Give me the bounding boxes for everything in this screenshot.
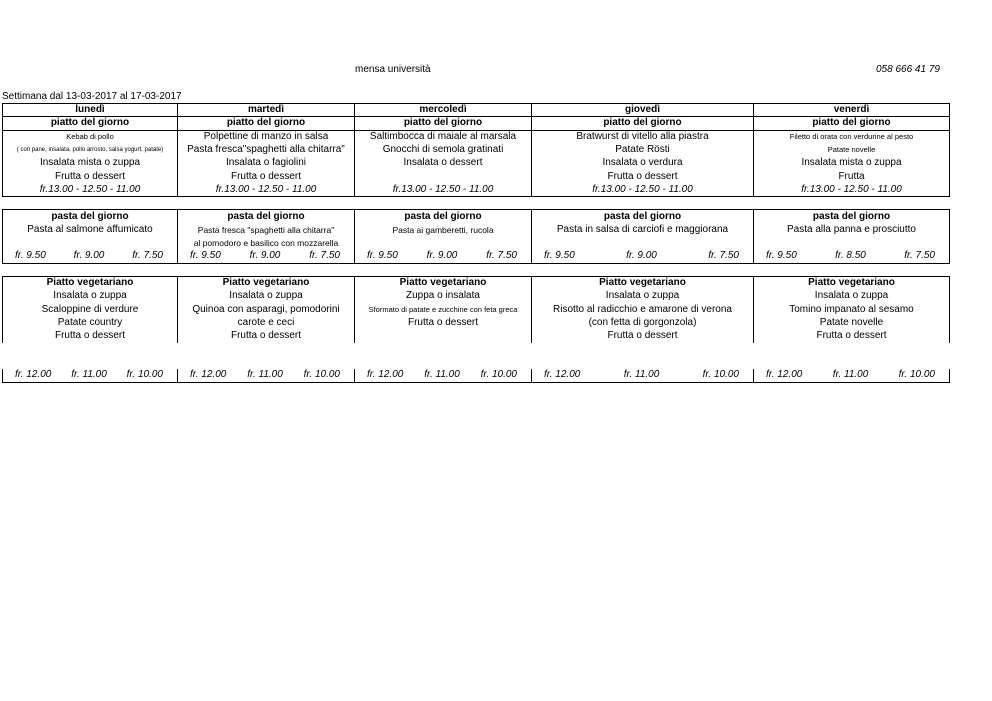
spacer (3, 263, 178, 276)
dish: Insalata o zuppa (754, 290, 950, 303)
dish: Frutta o dessert (178, 170, 355, 183)
price-group (178, 369, 354, 381)
dish: Polpettine di manzo in salsa (178, 130, 355, 143)
price-cell (355, 369, 532, 382)
dish: ( con pane, insalata, pollo arrosto, salsa yogurt, patate) (3, 143, 178, 156)
dish-extra: al pomodoro e basilico con mozzarella (178, 236, 355, 249)
price-group (754, 369, 949, 381)
price: fr. 7.50 (486, 250, 517, 262)
veg-row (3, 330, 950, 343)
section-label: piatto del giorno (355, 117, 532, 130)
veg-row (3, 290, 950, 303)
section-label: pasta del giorno (355, 210, 532, 223)
dish: Frutta o dessert (754, 330, 950, 343)
veg-row (3, 316, 950, 329)
price: fr. 9.50 (766, 250, 797, 262)
price-group (3, 369, 177, 381)
price: fr. 12.00 (15, 369, 52, 381)
price: fr. 10.00 (303, 369, 340, 381)
dish: Frutta (754, 170, 950, 183)
week-range: Settimana dal 13-03-2017 al 17-03-2017 (2, 91, 182, 102)
section-label: piatto del giorno (754, 117, 950, 130)
day-header-row (3, 104, 950, 117)
price: fr. 9.00 (426, 250, 458, 262)
veg-label-row (3, 276, 950, 289)
day-header: mercoledì (355, 104, 532, 117)
spacer (178, 197, 355, 210)
piatto-row (3, 130, 950, 143)
price: fr. 9.50 (15, 250, 46, 262)
dish: Frutta o dessert (178, 330, 355, 343)
dish: Scaloppine di verdure (3, 303, 178, 316)
section-label: Piatto vegetariano (754, 276, 950, 289)
section-label: Piatto vegetariano (178, 276, 355, 289)
price-line: fr.13.00 - 12.50 - 11.00 (754, 183, 950, 196)
price: fr. 12.00 (190, 369, 227, 381)
dish: Risotto al radicchio e amarone di verona (532, 303, 754, 316)
section-label: pasta del giorno (754, 210, 950, 223)
price: fr. 9.50 (544, 250, 575, 262)
day-header: martedì (178, 104, 355, 117)
dish: Insalata o fagiolini (178, 157, 355, 170)
veg-price-row (3, 369, 950, 382)
price: fr. 10.00 (126, 369, 163, 381)
piatto-row (3, 143, 950, 156)
price: fr. 7.50 (309, 250, 340, 262)
dish: carote e ceci (178, 316, 355, 329)
dish-extra (3, 236, 178, 249)
pasta-label-row (3, 210, 950, 223)
price-line: fr.13.00 - 12.50 - 11.00 (178, 183, 355, 196)
section-label: pasta del giorno (532, 210, 754, 223)
dish: Gnocchi di semola gratinati (355, 143, 532, 156)
section-label: pasta del giorno (178, 210, 355, 223)
dish: Insalata o dessert (355, 157, 532, 170)
price: fr. 9.50 (190, 250, 221, 262)
price-line: fr.13.00 - 12.50 - 11.00 (355, 183, 532, 196)
dish: Insalata o zuppa (178, 290, 355, 303)
piatto-row (3, 170, 950, 183)
day-header: giovedì (532, 104, 754, 117)
pasta-extra-row (3, 236, 950, 249)
spacer (355, 263, 532, 276)
price-cell (3, 250, 178, 263)
dish: Tomino impanato al sesamo (754, 303, 950, 316)
price-cell (178, 369, 355, 382)
day-header: lunedì (3, 104, 178, 117)
price-line: fr.13.00 - 12.50 - 11.00 (3, 183, 178, 196)
price: fr. 12.00 (544, 369, 581, 381)
dish: Frutta o dessert (355, 316, 532, 329)
dish: Insalata o verdura (532, 157, 754, 170)
menu-table (2, 103, 950, 383)
price: fr. 11.00 (623, 369, 660, 381)
price: fr. 11.00 (424, 369, 460, 381)
pasta-row (3, 223, 950, 236)
spacer (3, 197, 178, 210)
price-cell (754, 250, 950, 263)
dish (355, 330, 532, 343)
section-label: pasta del giorno (3, 210, 178, 223)
price-group (3, 250, 177, 262)
price-cell (355, 250, 532, 263)
spacer (754, 263, 950, 276)
price: fr. 10.00 (480, 369, 517, 381)
spacer (754, 197, 950, 210)
section-label: Piatto vegetariano (532, 276, 754, 289)
price: fr. 11.00 (832, 369, 869, 381)
price: fr. 10.00 (702, 369, 739, 381)
dish: Frutta o dessert (532, 330, 754, 343)
price-group (754, 250, 949, 262)
spacer-row (3, 263, 950, 276)
price-group (532, 250, 753, 262)
price: fr. 7.50 (708, 250, 739, 262)
price-line: fr.13.00 - 12.50 - 11.00 (532, 183, 754, 196)
dish: Zuppa o insalata (355, 290, 532, 303)
price: fr. 12.00 (367, 369, 404, 381)
dish: Saltimbocca di maiale al marsala (355, 130, 532, 143)
dish: (con fetta di gorgonzola) (532, 316, 754, 329)
dish: Insalata o zuppa (3, 290, 178, 303)
price: fr. 7.50 (904, 250, 935, 262)
dish: Pasta in salsa di carciofi e maggiorana (532, 223, 754, 236)
price: fr. 12.00 (766, 369, 803, 381)
dish: Kebab di pollo (3, 130, 178, 143)
piatto-price-row (3, 183, 950, 196)
price: fr. 9.00 (73, 250, 105, 262)
phone-number: 058 666 41 79 (876, 64, 940, 75)
price: fr. 11.00 (71, 369, 107, 381)
price-group (178, 250, 354, 262)
piatto-label-row (3, 117, 950, 130)
price: fr. 10.00 (898, 369, 935, 381)
price: fr. 9.50 (367, 250, 398, 262)
price-cell (532, 369, 754, 382)
dish: Pasta ai gamberetti, rucola (355, 223, 532, 236)
dish: Insalata mista o zuppa (754, 157, 950, 170)
dish: Sformato di patate e zucchine con feta greca (355, 303, 532, 316)
dish: Insalata mista o zuppa (3, 157, 178, 170)
price-group (532, 369, 753, 381)
section-label: Piatto vegetariano (355, 276, 532, 289)
dish: Pasta fresca"spaghetti alla chitarra" (178, 143, 355, 156)
price-group (355, 369, 531, 381)
spacer (178, 343, 355, 369)
section-label: piatto del giorno (532, 117, 754, 130)
page-title: mensa università (355, 64, 431, 75)
price: fr. 7.50 (132, 250, 163, 262)
price-cell (3, 369, 178, 382)
dish: Frutta o dessert (3, 330, 178, 343)
dish: Patate Rösti (532, 143, 754, 156)
spacer (532, 343, 754, 369)
spacer (355, 197, 532, 210)
spacer (3, 343, 178, 369)
spacer-row (3, 197, 950, 210)
price: fr. 9.00 (626, 250, 657, 262)
price-cell (532, 250, 754, 263)
spacer-row (3, 343, 950, 369)
dish: Frutta o dessert (532, 170, 754, 183)
section-label: piatto del giorno (3, 117, 178, 130)
spacer (532, 263, 754, 276)
veg-row (3, 303, 950, 316)
dish: Frutta o dessert (3, 170, 178, 183)
dish: Filetto di orata con verdurine al pesto (754, 130, 950, 143)
dish: Bratwurst di vitello alla piastra (532, 130, 754, 143)
dish (355, 170, 532, 183)
section-label: Piatto vegetariano (3, 276, 178, 289)
price: fr. 11.00 (247, 369, 283, 381)
piatto-row (3, 157, 950, 170)
spacer (178, 263, 355, 276)
pasta-price-row (3, 250, 950, 263)
dish-extra (532, 236, 754, 249)
spacer (532, 197, 754, 210)
price-group (355, 250, 531, 262)
dish: Patate novelle (754, 143, 950, 156)
spacer (355, 343, 532, 369)
price-cell (178, 250, 355, 263)
dish: Quinoa con asparagi, pomodorini (178, 303, 355, 316)
dish: Patate country (3, 316, 178, 329)
dish-extra (754, 236, 950, 249)
section-label: piatto del giorno (178, 117, 355, 130)
price-cell (754, 369, 950, 382)
dish: Insalata o zuppa (532, 290, 754, 303)
dish: Pasta al salmone affumicato (3, 223, 178, 236)
spacer (754, 343, 950, 369)
dish: Pasta fresca "spaghetti alla chitarra" (178, 223, 355, 236)
price: fr. 9.00 (249, 250, 281, 262)
dish: Pasta alla panna e prosciutto (754, 223, 950, 236)
dish-extra (355, 236, 532, 249)
price: fr. 8.50 (835, 250, 866, 262)
dish: Patate novelle (754, 316, 950, 329)
day-header: venerdì (754, 104, 950, 117)
